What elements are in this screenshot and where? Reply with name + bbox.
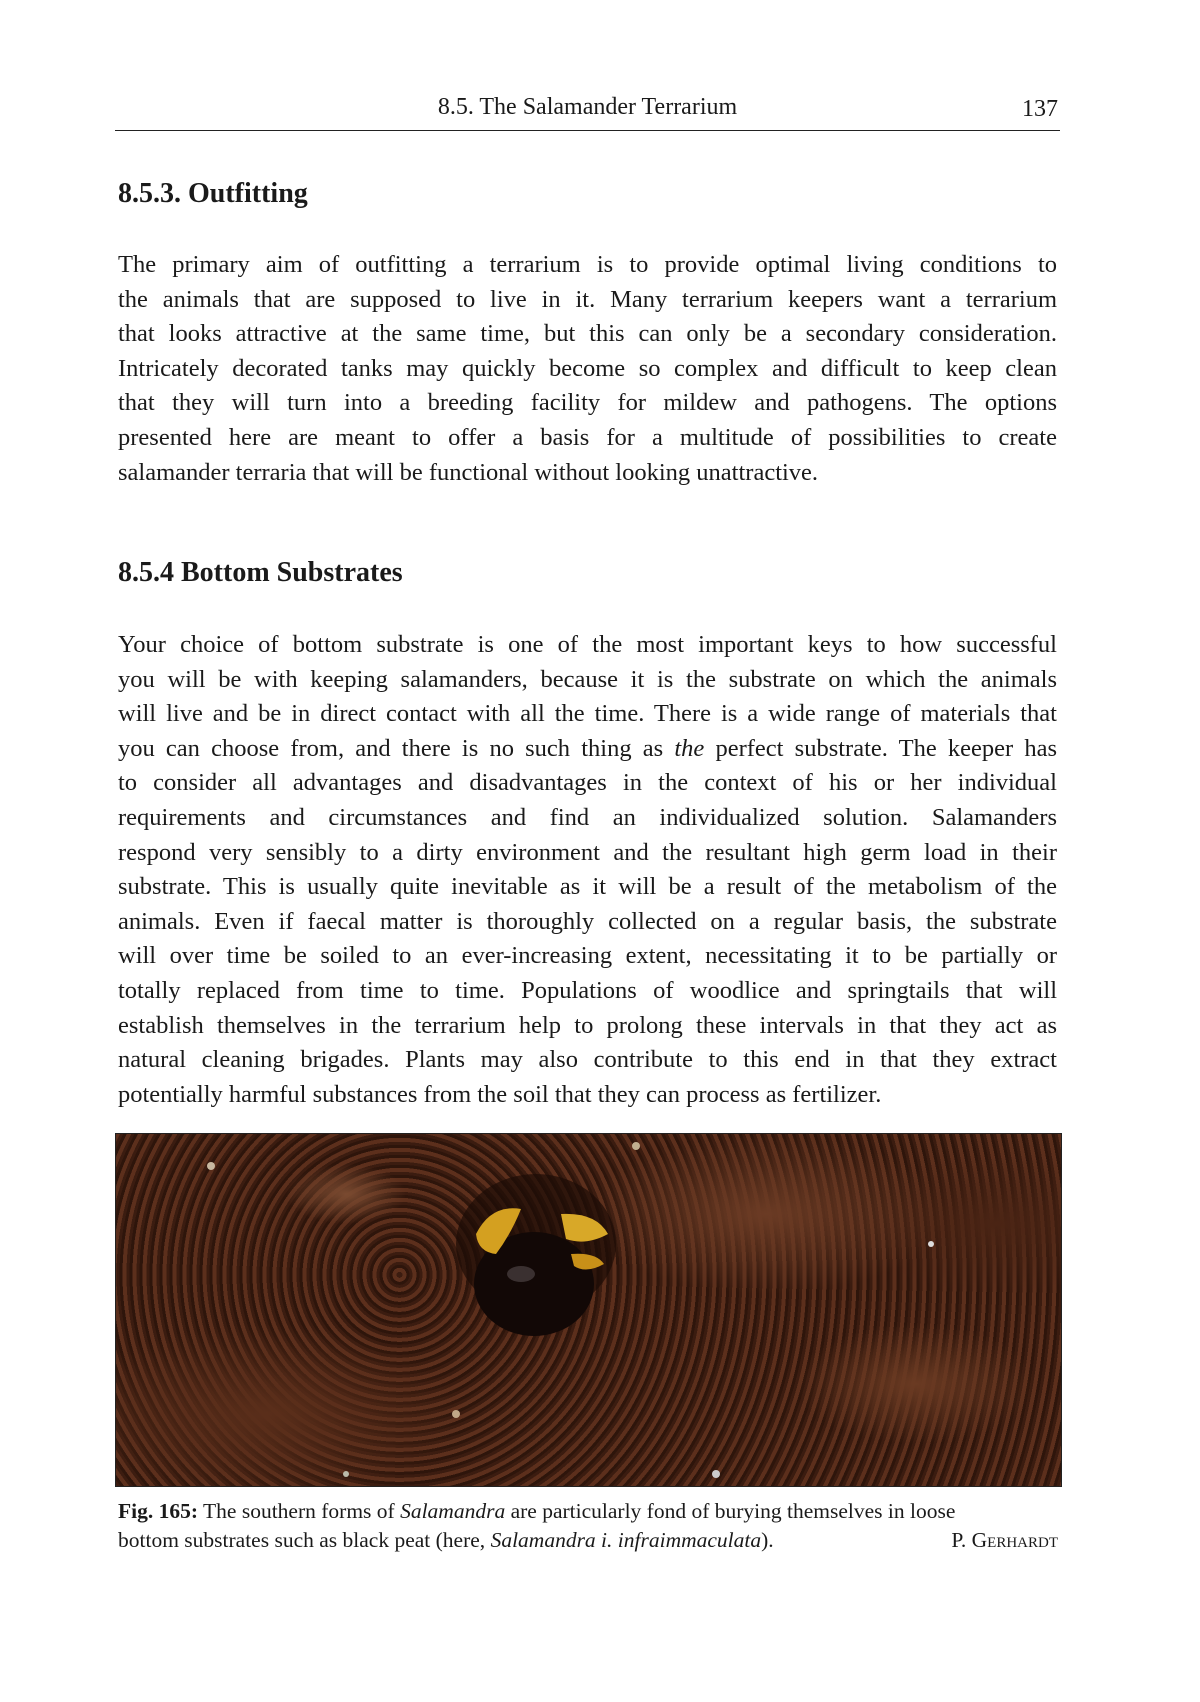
caption-text: are particularly fond of burying themselves in loose [510, 1499, 956, 1523]
line-text: the animals that are supposed to live in it. Many terrarium keepers want a terrarium [118, 285, 1057, 313]
line-text: respond very sensibly to a dirty environment and the resultant high germ load in their [118, 838, 1057, 866]
running-title: 8.5. The Salamander Terrarium [437, 94, 738, 120]
line-text: Your choice of bottom substrate is one of the most important keys to how successful [118, 631, 1057, 658]
section-heading-outfitting: 8.5.3. Outfitting [118, 178, 308, 209]
line-text: requirements and circumstances and find an individualized solution. Salamanders [118, 803, 1057, 831]
line-text: The primary aim of outfitting a terrarium is to provide optimal living conditions to [118, 251, 1057, 278]
line-text: natural cleaning brigades. Plants may also contribute to this end in that they extract [118, 1046, 1057, 1074]
text-line [118, 628, 1057, 663]
text-line [118, 421, 1057, 456]
line-text: that they will turn into a breeding facility for mildew and pathogens. The options [118, 389, 1057, 417]
line-text: you will be with keeping salamanders, because it is the substrate on which the animals [118, 665, 1057, 693]
page-number: 137 [1022, 96, 1058, 122]
figure-caption [118, 1497, 1058, 1555]
line-text: you can choose from, and there is no such thing as [118, 734, 664, 762]
caption-text: ). [761, 1528, 774, 1552]
paragraph-bottom-substrates [118, 628, 1057, 1112]
figure-label: Fig. 165: [118, 1499, 199, 1523]
line-text: will live and be in direct contact with all the time. There is a wide range of materials that [118, 700, 1057, 728]
section-heading-bottom-substrates: 8.5.4 Bottom Substrates [118, 557, 403, 588]
line-text: Intricately decorated tanks may quickly become so complex and difficult to keep clean [118, 354, 1057, 382]
text-line [118, 974, 1057, 1009]
caption-italic: Salamandra [400, 1499, 506, 1523]
line-text: substrate. This is usually quite inevitable as it will be a result of the metabolism of the [118, 873, 1057, 901]
caption-species: Salamandra i. infraimmaculata [490, 1528, 762, 1552]
text-line [118, 1009, 1057, 1044]
line-text: to consider all advantages and disadvantages in the context of his or her individual [118, 769, 1057, 797]
text-line [118, 352, 1057, 387]
text-line [118, 456, 1057, 491]
text-line [118, 663, 1057, 698]
line-text: potentially harmful substances from the soil that they can process as fertilizer. [118, 1080, 882, 1108]
salamander-illustration [116, 1134, 1061, 1486]
line-text: salamander terraria that will be functional without looking unattractive. [118, 458, 819, 486]
text-line [118, 283, 1057, 318]
text-line [118, 905, 1057, 940]
text-line [118, 870, 1057, 905]
line-text: animals. Even if faecal matter is thoroughly collected on a regular basis, the substrate [118, 907, 1057, 935]
text-line [118, 766, 1057, 801]
text-line [118, 836, 1057, 871]
caption-text: bottom substrates such as black peat (here, [118, 1528, 486, 1552]
text-line [118, 939, 1057, 974]
line-text: that looks attractive at the same time, but this can only be a secondary consideration. [118, 320, 1057, 348]
text-line [118, 697, 1057, 732]
text-line [118, 1043, 1057, 1078]
emphasis: the [674, 734, 705, 762]
running-header [115, 92, 1060, 131]
text-line [118, 1078, 1057, 1113]
line-text: establish themselves in the terrarium help to prolong these intervals in that they act as [118, 1011, 1057, 1039]
line-text: perfect substrate. The keeper has [715, 734, 1057, 762]
text-line [118, 248, 1057, 283]
photo-credit: P. Gerhardt [951, 1528, 1058, 1552]
line-text: presented here are meant to offer a basis for a multitude of possibilities to create [118, 423, 1057, 451]
text-line [118, 386, 1057, 421]
text-line [118, 801, 1057, 836]
caption-text: The southern forms of [203, 1499, 395, 1523]
line-text: will over time be soiled to an ever-increasing extent, necessitating it to be partially or [118, 942, 1057, 970]
figure-photo-salamander-in-peat [115, 1133, 1062, 1487]
line-text: totally replaced from time to time. Populations of woodlice and springtails that will [118, 976, 1057, 1004]
text-line [118, 732, 1057, 767]
paragraph-outfitting [118, 248, 1057, 490]
text-line [118, 317, 1057, 352]
